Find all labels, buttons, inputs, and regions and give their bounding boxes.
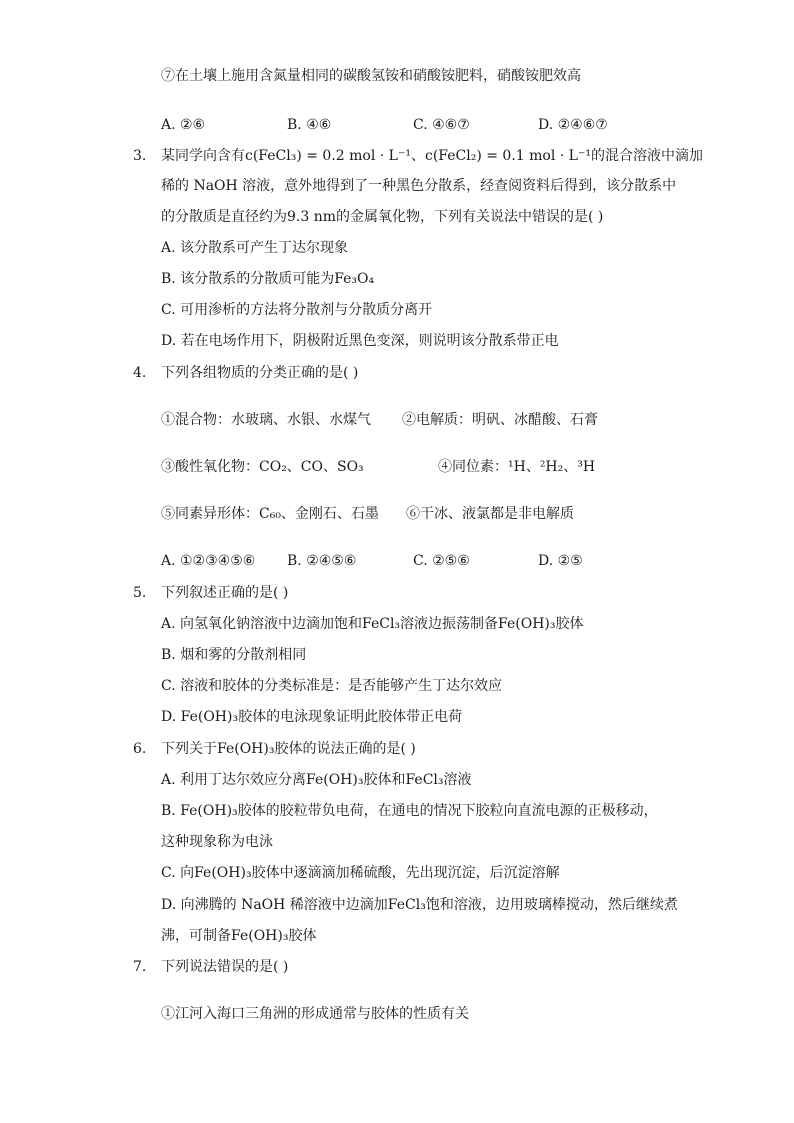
q7-number: 7. [133, 959, 147, 975]
q3-option-a[interactable]: A. 该分散系可产生丁达尔现象 [161, 240, 349, 256]
q5-number: 5. [133, 585, 147, 601]
q7-stem: 下列说法错误的是( ) [161, 959, 289, 975]
q3-stem-line-3: 的分散质是直径约为9.3 nm的金属氧化物，下列有关说法中错误的是( ) [161, 209, 604, 225]
q4-number: 4. [133, 365, 147, 381]
q6-number: 6. [133, 741, 147, 757]
q3-option-c[interactable]: C. 可用渗析的方法将分散剂与分散质分离开 [161, 302, 433, 318]
q5-option-b[interactable]: B. 烟和雾的分散剂相同 [161, 647, 307, 663]
q2-option-c[interactable]: C. ④⑥⑦ [413, 117, 470, 133]
q2-item-7: ⑦在土壤上施用含氮量相同的碳酸氢铵和硝酸铵肥料，硝酸铵肥效高 [161, 68, 581, 84]
q2-option-a[interactable]: A. ②⑥ [161, 117, 206, 133]
q5-option-d[interactable]: D. Fe(OH)₃胶体的电泳现象证明此胶体带正电荷 [161, 709, 463, 725]
q3-stem-line-2: 稀的 NaOH 溶液，意外地得到了一种黑色分散系，经查阅资料后得到，该分散系中 [161, 178, 677, 194]
q4-option-a[interactable]: A. ①②③④⑤⑥ [161, 553, 256, 569]
q3-option-d[interactable]: D. 若在电场作用下，阴极附近黑色变深，则说明该分散系带正电 [161, 333, 559, 349]
q6-option-d[interactable]: D. 向沸腾的 NaOH 稀溶液中边滴加FeCl₃饱和溶液，边用玻璃棒搅动，然后继续煮 [161, 897, 678, 913]
q6-option-d-cont: 沸，可制备Fe(OH)₃胶体 [161, 928, 317, 944]
q3-option-b[interactable]: B. 该分散系的分散质可能为Fe₃O₄ [161, 271, 375, 287]
q2-option-b[interactable]: B. ④⑥ [287, 117, 332, 133]
q4-item-1: ①混合物：水玻璃、水银、水煤气 [161, 412, 371, 428]
q6-stem: 下列关于Fe(OH)₃胶体的说法正确的是( ) [161, 741, 416, 757]
q6-option-b-cont: 这种现象称为电泳 [161, 834, 273, 850]
q4-item-3: ③酸性氧化物：CO₂、CO、SO₃ [161, 459, 364, 475]
q6-option-b[interactable]: B. Fe(OH)₃胶体的胶粒带负电荷，在通电的情况下胶粒向直流电源的正极移动， [161, 803, 658, 819]
q5-option-c[interactable]: C. 溶液和胶体的分类标准是：是否能够产生丁达尔效应 [161, 678, 503, 694]
q3-number: 3. [133, 148, 147, 164]
q4-item-5: ⑤同素异形体：C₆₀、金刚石、石墨 [161, 506, 379, 522]
q6-option-a[interactable]: A. 利用丁达尔效应分离Fe(OH)₃胶体和FeCl₃溶液 [161, 772, 472, 788]
q5-option-a[interactable]: A. 向氢氧化钠溶液中边滴加饱和FeCl₃溶液边振荡制备Fe(OH)₃胶体 [161, 616, 584, 632]
q4-option-b[interactable]: B. ②④⑤⑥ [287, 553, 357, 569]
q3-stem-line-1: 某同学向含有c(FeCl₃) = 0.2 mol · L⁻¹、c(FeCl₂) = 0.1 mol · L⁻¹的混合溶液中滴加 [161, 148, 703, 164]
q4-stem: 下列各组物质的分类正确的是( ) [161, 365, 359, 381]
q4-option-c[interactable]: C. ②⑤⑥ [413, 553, 470, 569]
q6-option-c[interactable]: C. 向Fe(OH)₃胶体中逐滴滴加稀硫酸，先出现沉淀，后沉淀溶解 [161, 865, 560, 881]
q4-item-4: ④同位素：¹H、²H₂、³H [438, 459, 596, 475]
q5-stem: 下列叙述正确的是( ) [161, 585, 289, 601]
q2-option-d[interactable]: D. ②④⑥⑦ [538, 117, 608, 133]
q4-item-6: ⑥干冰、液氯都是非电解质 [406, 506, 574, 522]
q4-option-d[interactable]: D. ②⑤ [538, 553, 583, 569]
q4-item-2: ②电解质：明矾、冰醋酸、石膏 [402, 412, 598, 428]
q7-item-1: ①江河入海口三角洲的形成通常与胶体的性质有关 [161, 1006, 469, 1022]
